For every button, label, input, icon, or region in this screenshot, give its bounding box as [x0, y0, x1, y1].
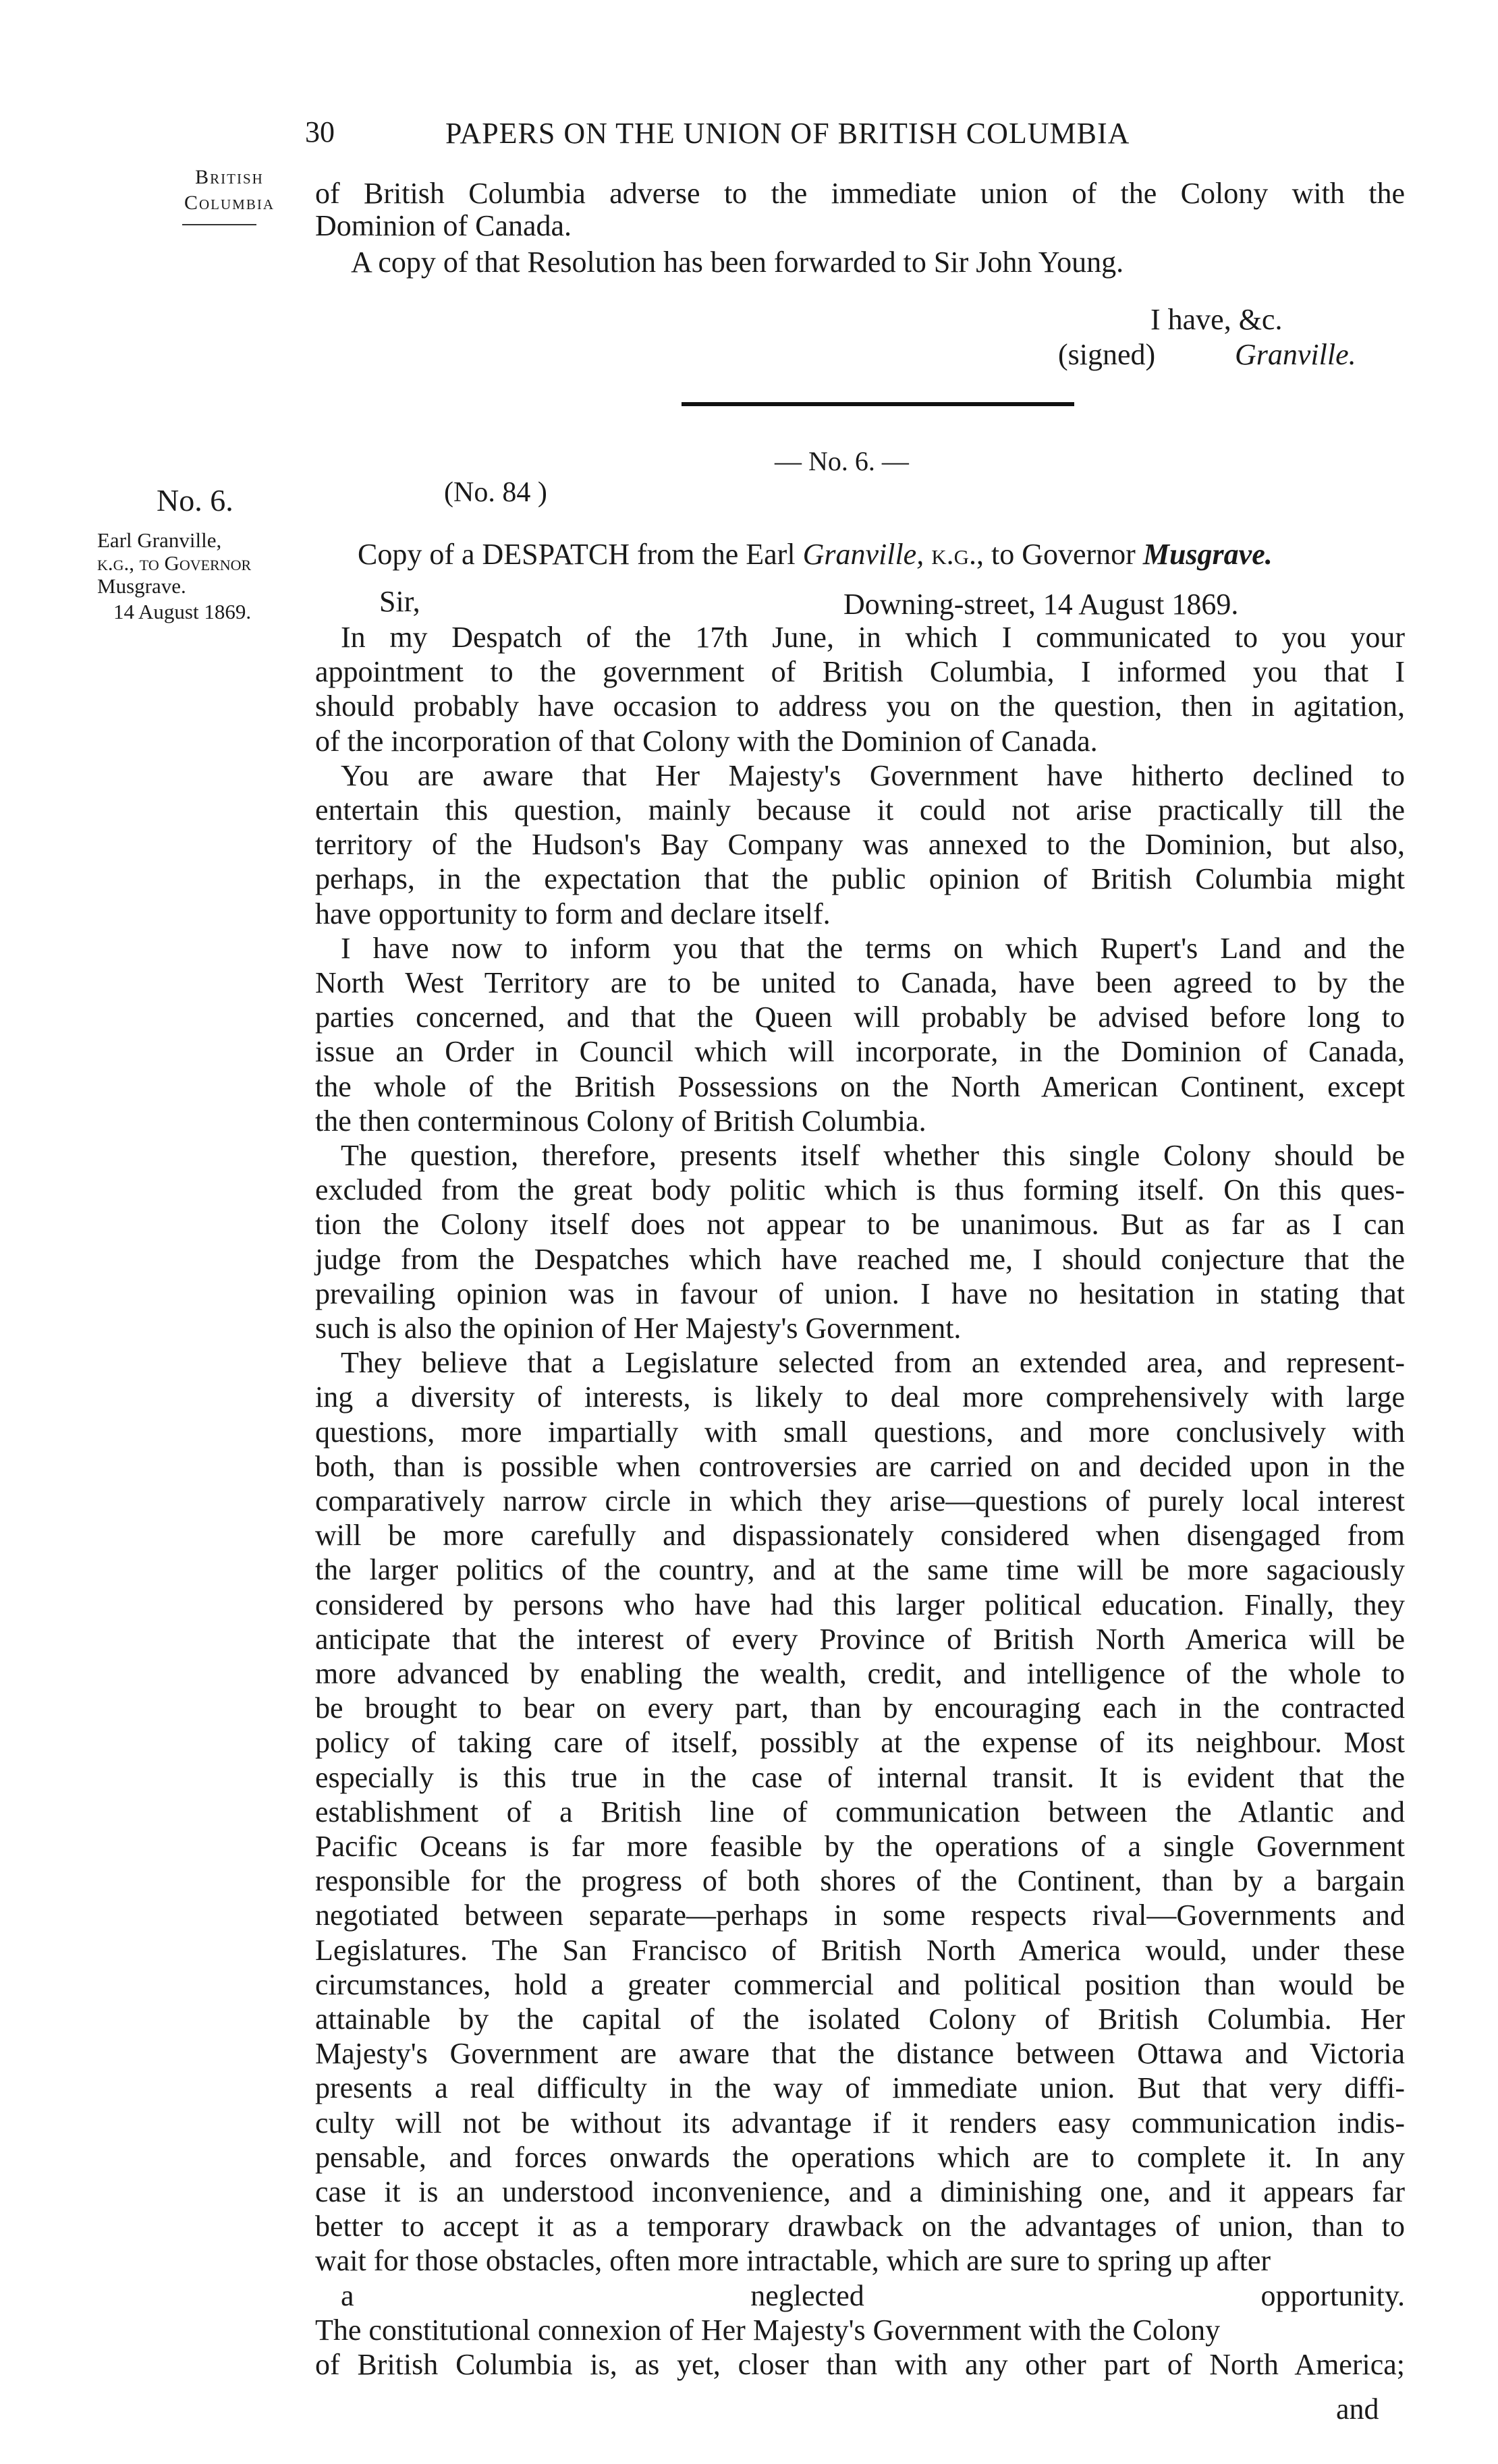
salutation: Sir, [379, 585, 420, 618]
despatch-title-prefix: Copy of a DESPATCH from the Earl [358, 538, 796, 571]
body-line: especially is this true in the case of internal transit. It is evident that the [315, 1761, 1405, 1794]
margin-section-label-line2: Columbia [184, 192, 275, 214]
body-line: pensable, and forces onwards the operations which are to complete it. In any [315, 2141, 1405, 2174]
signed-name: Granville. [1235, 338, 1356, 371]
previous-letter-line-3: A copy of that Resolution has been forwarded to Sir John Young. [351, 246, 1124, 279]
body-line: case it is an understood inconvenience, and a diminishing one, and it appears far [315, 2175, 1405, 2208]
body-line: considered by persons who have had this larger political education. Finally, they [315, 1588, 1405, 1621]
body-line: of the incorporation of that Colony with the Dominion of Canada. [315, 725, 1098, 758]
body-line: I have now to inform you that the terms on which Rupert's Land and the [341, 932, 1405, 965]
body-line: excluded from the great body politic which is thus forming itself. On this ques- [315, 1173, 1405, 1206]
body-line: questions, more impartially with small questions, and more conclusively with [315, 1416, 1405, 1449]
body-line: Pacific Oceans is far more feasible by the operations of a single Government [315, 1830, 1405, 1863]
body-line: appointment to the government of British Columbia, I informed you that I [315, 655, 1405, 688]
body-line: The question, therefore, presents itself whether this single Colony should be [341, 1139, 1405, 1172]
body-line: judge from the Despatches which have reached me, I should conjecture that the [315, 1243, 1405, 1276]
body-line: responsible for the progress of both shores of the Continent, than by a bargain [315, 1864, 1405, 1897]
despatch-title-recipient: Musgrave. [1142, 538, 1273, 571]
body-line: establishment of a British line of communication between the Atlantic and [315, 1795, 1405, 1828]
despatch-number-heading: — No. 6. — [775, 446, 909, 476]
margin-section-label-line1: British [195, 166, 264, 188]
despatch-title-sender: Granville, [802, 538, 924, 571]
body-line: territory of the Hudson's Bay Company was annexed to the Dominion, but also, [315, 828, 1405, 861]
body-line: In my Despatch of the 17th June, in which I communicated to you your [341, 621, 1405, 654]
body-line: more advanced by enabling the wealth, credit, and intelligence of the whole to [315, 1657, 1405, 1690]
body-line: issue an Order in Council which will incorporate, in the Dominion of Canada, [315, 1035, 1405, 1068]
body-line: attainable by the capital of the isolated Colony of British Columbia. Her [315, 2003, 1405, 2036]
body-line: presents a real difficulty in the way of immediate union. But that very diffi- [315, 2071, 1405, 2104]
margin-sender-line1: Earl Granville, [97, 528, 222, 552]
margin-sender-line2: k.g., to Governor [97, 551, 252, 575]
body-line: should probably have occasion to address you on the question, then in agitation, [315, 690, 1405, 723]
body-line: such is also the opinion of Her Majesty's Government. [315, 1312, 962, 1345]
running-head: PAPERS ON THE UNION OF BRITISH COLUMBIA [445, 117, 1130, 150]
margin-document-number: No. 6. [157, 483, 233, 517]
despatch-reference: (No. 84 ) [444, 477, 547, 508]
margin-sender-line3: Musgrave. [97, 574, 186, 598]
body-line: both, than is possible when controversies are carried on and decided upon in the [315, 1450, 1405, 1483]
margin-section-label [162, 165, 297, 216]
closing-formula: I have, &c. [1150, 303, 1283, 336]
body-line: circumstances, hold a greater commercial and political position than would be [315, 1968, 1405, 2001]
body-line: the larger politics of the country, and at the same time will be more sagaciously [315, 1553, 1405, 1586]
body-line: ing a diversity of interests, is likely to deal more comprehensively with large [315, 1380, 1405, 1413]
body-line: Majesty's Government are aware that the distance between Ottawa and Victoria [315, 2037, 1405, 2070]
body-line: comparatively narrow circle in which they arise—questions of purely local interest [315, 1484, 1405, 1517]
margin-divider [182, 224, 256, 225]
catchword: and [1336, 2392, 1379, 2426]
body-line: a neglected opportunity. [341, 2279, 1405, 2312]
body-line: parties concerned, and that the Queen will probably be advised before long to [315, 1001, 1405, 1034]
section-divider-rule [682, 402, 1074, 406]
body-line: culty will not be without its advantage if it renders easy communication indis- [315, 2106, 1405, 2139]
body-line: the then conterminous Colony of British Columbia. [315, 1104, 926, 1138]
body-line: They believe that a Legislature selected from an extended area, and represent- [341, 1346, 1405, 1379]
body-line: have opportunity to form and declare itself. [315, 897, 831, 930]
body-line: better to accept it as a temporary drawback on the advantages of union, than to [315, 2210, 1405, 2243]
signed-label: (signed) [1058, 338, 1156, 371]
body-line: You are aware that Her Majesty's Government have hitherto declined to [341, 759, 1405, 792]
body-line: perhaps, in the expectation that the public opinion of British Columbia might [315, 862, 1405, 895]
body-line: negotiated between separate—perhaps in some respects rival—Governments and [315, 1899, 1405, 1932]
body-line: Legislatures. The San Francisco of British North America would, under these [315, 1934, 1405, 1967]
body-line: the whole of the British Possessions on the North American Continent, except [315, 1070, 1405, 1103]
despatch-title-to: to Governor [991, 538, 1136, 571]
body-line: policy of taking care of itself, possibly at the expense of its neighbour. Most [315, 1726, 1405, 1759]
body-line: of British Columbia is, as yet, closer than with any other part of North America; [315, 2348, 1405, 2381]
place-and-date: Downing-street, 14 August 1869. [843, 588, 1239, 621]
page-number: 30 [305, 115, 335, 148]
body-line: wait for those obstacles, often more intractable, which are sure to spring up after [315, 2244, 1271, 2277]
previous-letter-line-2: Dominion of Canada. [315, 209, 572, 242]
body-line: entertain this question, mainly because it could not arise practically till the [315, 793, 1405, 827]
body-line: The constitutional connexion of Her Majesty's Government with the Colony [315, 2314, 1221, 2347]
previous-letter-line-1: of British Columbia adverse to the immediate union of the Colony with the [315, 177, 1405, 210]
body-line: prevailing opinion was in favour of union. I have no hesitation in stating that [315, 1277, 1405, 1310]
body-line: will be more carefully and dispassionately considered when disengaged from [315, 1519, 1405, 1552]
body-line: anticipate that the interest of every Province of British North America will be [315, 1623, 1405, 1656]
margin-date: 14 August 1869. [113, 600, 252, 623]
despatch-title [358, 537, 1273, 571]
body-line: tion the Colony itself does not appear to be unanimous. But as far as I can [315, 1208, 1405, 1241]
body-line: be brought to bear on every part, than by encouraging each in the contracted [315, 1691, 1405, 1725]
body-line: North West Territory are to be united to Canada, have been agreed to by the [315, 966, 1405, 999]
despatch-title-honour: k.g., [931, 538, 984, 571]
